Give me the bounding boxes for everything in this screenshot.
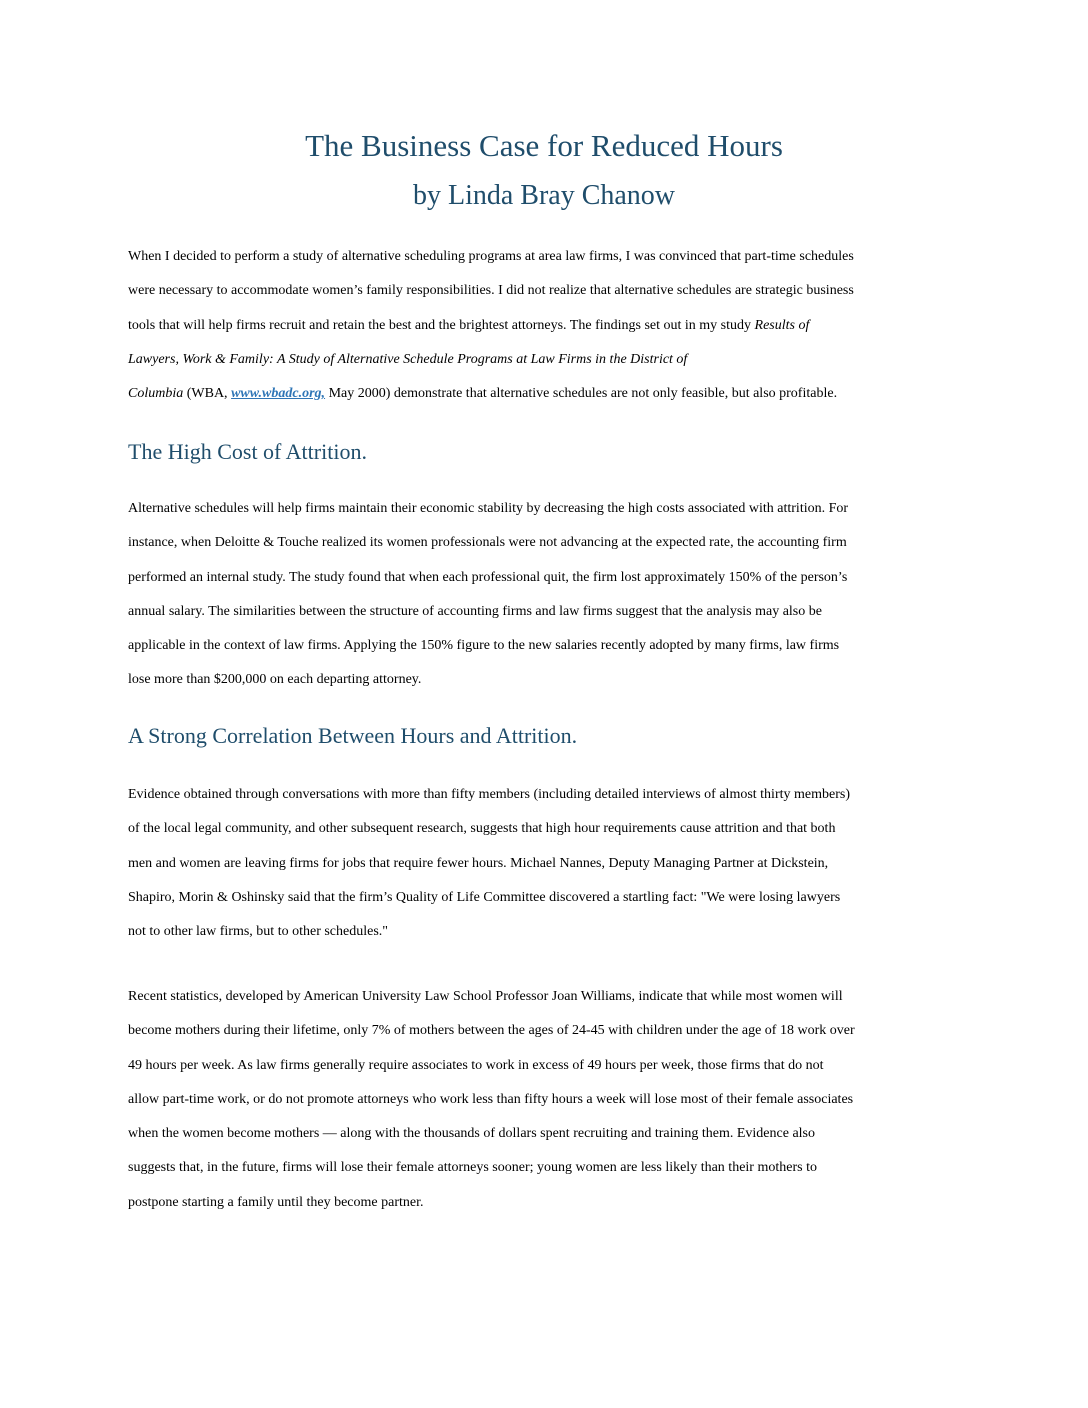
paragraph-line: men and women are leaving firms for jobs that require fewer hours. Michael Nannes, Deputy Managing Partner at Dickstein, [128, 855, 829, 871]
intro-paragraph [128, 240, 968, 411]
intro-line: were necessary to accommodate women’s family responsibilities. I did not realize that alternative schedules are strategic business [128, 283, 854, 299]
study-title-italic: Lawyers, Work & Family: A Study of Alternative Schedule Programs at Law Firms in the District of [128, 351, 688, 367]
paragraph-line: postpone starting a family until they become partner. [128, 1194, 424, 1210]
intro-line [128, 343, 968, 377]
paragraph-line: instance, when Deloitte & Touche realized its women professionals were not advancing at the expected rate, the accounting firm [128, 535, 847, 551]
author-byline: by Linda Bray Chanow [412, 180, 676, 211]
intro-line: When I decided to perform a study of alternative scheduling programs at area law firms, I was convinced that part-time schedules [128, 249, 854, 264]
paragraph-line: Alternative schedules will help firms maintain their economic stability by decreasing the high costs associated with attrition. For [128, 501, 849, 516]
paragraph-line: suggests that, in the future, firms will lose their female attorneys sooner; young women are less likely than their mothers to [128, 1160, 817, 1176]
hours-attrition-paragraph-2 [128, 980, 968, 1220]
section-heading-hours-attrition: A Strong Correlation Between Hours and Attrition. [128, 723, 578, 748]
paragraph-line: allow part-time work, or do not promote attorneys who work less than fifty hours a week will lose most of their female associates [128, 1091, 854, 1107]
paragraph-line: not to other law firms, but to other schedules." [128, 924, 388, 940]
paragraph-line: applicable in the context of law firms. Applying the 150% figure to the new salaries recently adopted by many firms, law firms [128, 638, 840, 654]
paragraph-line: Shapiro, Morin & Oshinsky said that the firm’s Quality of Life Committee discovered a startling fact: "We were losing lawyers [128, 889, 841, 905]
intro-text: (WBA, [183, 386, 232, 402]
study-title-italic: Results of [754, 317, 810, 333]
document-title: The Business Case for Reduced Hours [305, 128, 783, 163]
hours-attrition-paragraph-1 [128, 778, 968, 949]
paragraph-line: annual salary. The similarities between the structure of accounting firms and law firms suggest that the analysis may also be [128, 603, 822, 619]
paragraph-line: Evidence obtained through conversations with more than fifty members (including detailed interviews of almost thirty members) [128, 787, 850, 802]
wbadc-link[interactable]: www.wbadc.org, [231, 386, 326, 402]
paragraph-line: Recent statistics, developed by American University Law School Professor Joan Williams, indicate that while most women will [128, 989, 843, 1004]
attrition-cost-paragraph [128, 492, 968, 698]
intro-text: May 2000) demonstrate that alternative schedules are not only feasible, but also profitable. [325, 386, 838, 402]
paragraph-line: performed an internal study. The study found that when each professional quit, the firm lost approximately 150% of the person’s [128, 569, 848, 585]
paragraph-line: of the local legal community, and other subsequent research, suggests that high hour requirements cause attrition and that both [128, 821, 836, 837]
intro-line [128, 377, 968, 411]
paragraph-line: become mothers during their lifetime, only 7% of mothers between the ages of 24-45 with children under the age of 18 work over [128, 1023, 855, 1039]
paragraph-line: lose more than $200,000 on each departing attorney. [128, 672, 422, 688]
section-heading-attrition-cost: The High Cost of Attrition. [128, 439, 367, 464]
paragraph-line: 49 hours per week. As law firms generally require associates to work in excess of 49 hours per week, those firms that do not [128, 1057, 824, 1073]
intro-line [128, 309, 968, 343]
paragraph-line: when the women become mothers — along with the thousands of dollars spent recruiting and training them. Evidence also [128, 1126, 815, 1142]
intro-text: tools that will help firms recruit and retain the best and the brightest attorneys. The findings set out in my study [128, 317, 755, 333]
study-title-italic: Columbia [128, 386, 184, 402]
